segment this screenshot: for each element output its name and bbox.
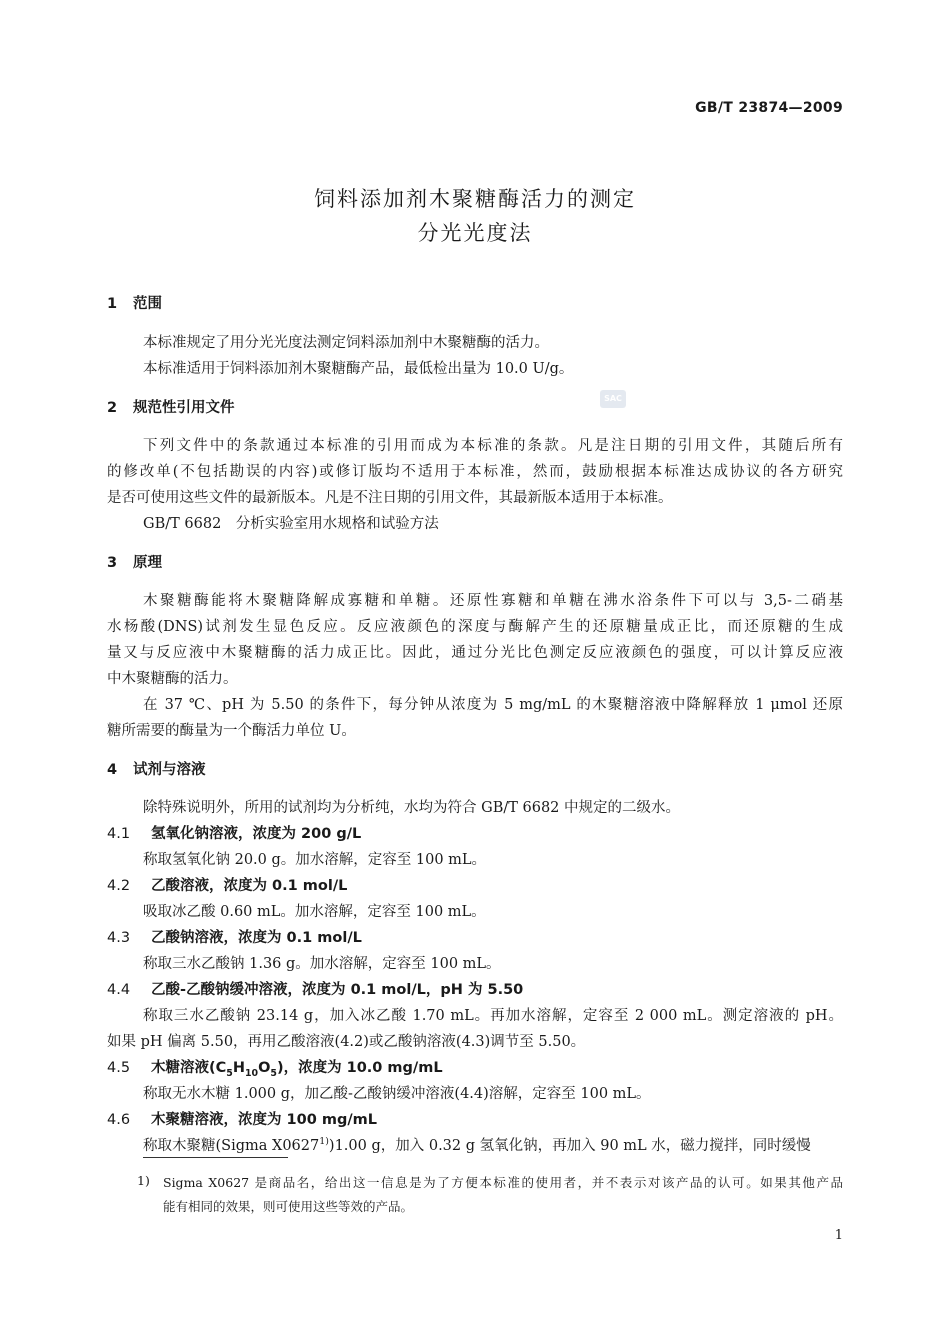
- paragraph-line: 称取三水乙酸钠 23.14 g，加入冰乙酸 1.70 mL。再加水溶解，定容至 2 000 mL。测定溶液的 pH。: [143, 1008, 843, 1024]
- paragraph: 本标准适用于饲料添加剂木聚糖酶产品，最低检出量为 10.0 U/g。: [143, 361, 574, 377]
- section-title: 试剂与溶液: [133, 762, 206, 778]
- subsection-4-2-heading: [107, 874, 347, 895]
- paragraph-line: 中木聚糖酶的活力。: [107, 671, 238, 687]
- subsection-title: 乙酸溶液，浓度为 0.1 mol/L: [151, 878, 348, 894]
- paragraph: 称取三水乙酸钠 1.36 g。加水溶解，定容至 100 mL。: [143, 956, 501, 972]
- subsection-number: 4.5: [107, 1060, 131, 1076]
- subsection-title: 乙酸-乙酸钠缓冲溶液，浓度为 0.1 mol/L，pH 为 5.50: [151, 982, 524, 998]
- paragraph-line: 糖所需要的酶量为一个酶活力单位 U。: [107, 723, 356, 739]
- section-title: 原理: [133, 555, 162, 571]
- paragraph-line: 水杨酸(DNS)试剂发生显色反应。反应液颜色的深度与酶解产生的还原糖量成正比，而还原糖的生成: [107, 619, 843, 635]
- subsection-title: 乙酸钠溶液，浓度为 0.1 mol/L: [151, 930, 362, 946]
- subsection-number: 4.6: [107, 1112, 131, 1128]
- subsection-4-5-heading: [107, 1056, 443, 1079]
- section-title: 范围: [133, 296, 162, 312]
- footnote-rule: [143, 1157, 288, 1158]
- paragraph-line: 量又与反应液中木聚糖酶的活力成正比。因此，通过分光比色测定反应液颜色的强度，可以计算反应液: [107, 645, 843, 661]
- paragraph-line: 是否可使用这些文件的最新版本。凡是不注日期的引用文件，其最新版本适用于本标准。: [107, 490, 673, 506]
- section-number: 2: [107, 400, 118, 416]
- normative-reference: GB/T 6682 分析实验室用水规格和试验方法: [143, 516, 439, 532]
- paragraph-line: 下列文件中的条款通过本标准的引用而成为本标准的条款。凡是注日期的引用文件，其随后所有: [143, 438, 843, 454]
- subsection-number: 4.3: [107, 930, 131, 946]
- document-subtitle: 分光光度法: [417, 221, 533, 245]
- paragraph: 称取木聚糖(Sigma X0627$^{1)}$)1.00 g，加入 0.32 g 氢氧化钠，再加入 90 mL 水，磁力搅拌，同时缓慢: [143, 1136, 811, 1154]
- footnote-text: Sigma X0627 是商品名，给出这一信息是为了方便本标准的使用者，并不表示对该产品的认可。如果其他产品: [163, 1175, 843, 1190]
- subsection-number: 4.2: [107, 878, 131, 894]
- section-2-heading: [107, 396, 235, 417]
- paragraph-line: 在 37 ℃、pH 为 5.50 的条件下，每分钟从浓度为 5 mg/mL 的木聚糖溶液中降解释放 1 μmol 还原: [143, 697, 843, 713]
- paragraph: 吸取冰乙酸 0.60 mL。加水溶解，定容至 100 mL。: [143, 904, 486, 920]
- footnote-text: 能有相同的效果，则可使用这些等效的产品。: [163, 1199, 414, 1214]
- standard-number: GB/T 23874—2009: [695, 100, 843, 116]
- subsection-4-1-heading: [107, 822, 361, 843]
- subsection-title: 氢氧化钠溶液，浓度为 200 g/L: [151, 826, 362, 842]
- subsection-4-6-heading: [107, 1108, 377, 1129]
- sac-watermark: SAC: [600, 390, 626, 408]
- paragraph: 称取无水木糖 1.000 g，加乙酸-乙酸钠缓冲溶液(4.4)溶解，定容至 100 mL。: [143, 1086, 651, 1102]
- section-number: 1: [107, 296, 118, 312]
- section-number: 4: [107, 762, 118, 778]
- section-1-heading: [107, 292, 162, 313]
- section-3-heading: [107, 551, 162, 572]
- paragraph: 除特殊说明外，所用的试剂均为分析纯，水均为符合 GB/T 6682 中规定的二级水。: [143, 800, 681, 816]
- page-number: 1: [834, 1228, 843, 1243]
- paragraph: 称取氢氧化钠 20.0 g。加水溶解，定容至 100 mL。: [143, 852, 487, 868]
- document-title: 饲料添加剂木聚糖酶活力的测定: [314, 187, 636, 211]
- subsection-title: 木糖溶液$(C_5H_{10}O_5)$，浓度为 10.0 mg/mL: [151, 1060, 443, 1079]
- subsection-4-4-heading: [107, 978, 523, 999]
- section-4-heading: [107, 758, 206, 779]
- subsection-title: 木聚糖溶液，浓度为 100 mg/mL: [151, 1112, 377, 1128]
- paragraph-line: 如果 pH 偏离 5.50，再用乙酸溶液(4.2)或乙酸钠溶液(4.3)调节至 5.50。: [107, 1034, 586, 1050]
- section-number: 3: [107, 555, 118, 571]
- paragraph: 本标准规定了用分光光度法测定饲料添加剂中木聚糖酶的活力。: [143, 335, 549, 351]
- paragraph-line: 的修改单(不包括勘误的内容)或修订版均不适用于本标准，然而，鼓励根据本标准达成协议的各方研究: [107, 464, 843, 480]
- footnote-marker: 1): [137, 1173, 150, 1188]
- subsection-number: 4.1: [107, 826, 131, 842]
- footnote-reference: 1): [319, 1136, 329, 1148]
- subsection-4-3-heading: [107, 926, 362, 947]
- paragraph-line: 木聚糖酶能将木聚糖降解成寡糖和单糖。还原性寡糖和单糖在沸水浴条件下可以与 3,5-二硝基: [143, 593, 843, 609]
- section-title: 规范性引用文件: [133, 400, 235, 416]
- subsection-number: 4.4: [107, 982, 131, 998]
